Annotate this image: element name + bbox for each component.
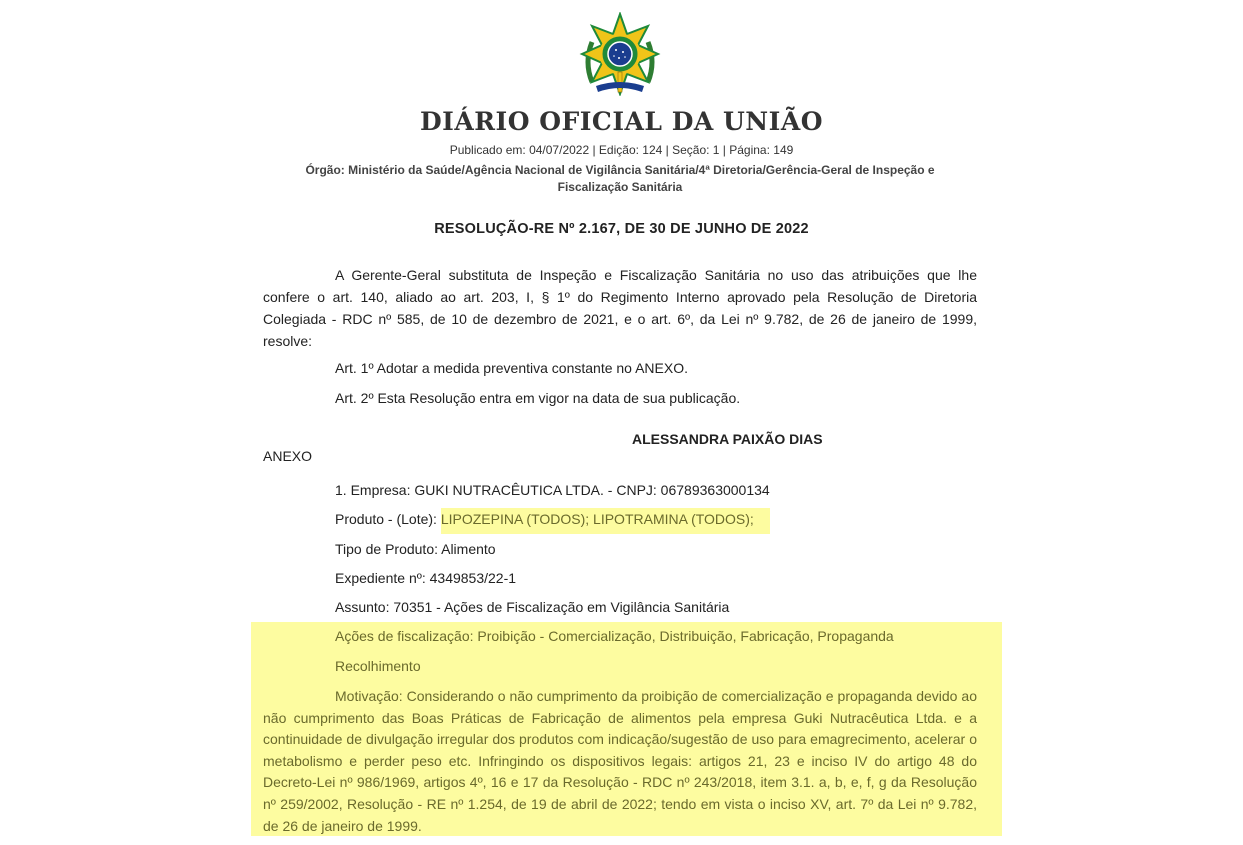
- orgao-text: Ministério da Saúde/Agência Nacional de Vigilância Sanitária/4ª Diretoria/Gerência-Geral de Inspeção e Fiscalização Sanitária: [348, 163, 935, 194]
- product-type-line: Tipo de Produto: Alimento: [335, 541, 496, 557]
- product-line: [335, 511, 754, 527]
- product-value: LIPOZEPINA (TODOS); LIPOTRAMINA (TODOS);: [440, 511, 754, 527]
- assunto-line: Assunto: 70351 - Ações de Fiscalização em Vigilância Sanitária: [335, 599, 730, 615]
- orgao-label: Órgão:: [305, 163, 345, 177]
- product-label: Produto - (Lote):: [335, 511, 437, 527]
- article-2: Art. 2º Esta Resolução entra em vigor na data de sua publicação.: [335, 390, 741, 406]
- coat-of-arms-icon: [578, 12, 662, 96]
- expediente-line: Expediente nº: 4349853/22-1: [335, 570, 517, 586]
- resolution-title: RESOLUÇÃO-RE Nº 2.167, DE 30 DE JUNHO DE 2022: [434, 221, 809, 237]
- company-line: 1. Empresa: GUKI NUTRACÊUTICA LTDA. - CNPJ: 06789363000134: [335, 482, 770, 498]
- motivation-paragraph: Motivação: Considerando o não cumprimento da proibição de comercialização e propaganda devido ao não cumprimento das Boas Práticas de Fabricação de alimentos pela empresa Guki Nutracêutica Ltda. e a continuidade de divulgação irregular dos produtos com indicação/sugestão de uso para emagrecimento, acelerar o metabolismo e perder peso etc. Infringindo os dispositivos legais: artigos 21, 23 e inciso IV do artigo 48 do Decreto-Lei nº 986/1969, artigos 4º, 16 e 17 da Resolução - RDC nº 243/2018, item 3.1. a, b, e, f, g da Resolução nº 259/2002, Resolução - RE nº 1.254, de 19 de abril de 2022; tendo em vista o inciso XV, art. 7º da Lei nº 9.782, de 26 de janeiro de 1999.: [263, 688, 977, 834]
- enforcement-actions-line: Ações de fiscalização: Proibição - Comercialização, Distribuição, Fabricação, Propaganda: [335, 628, 894, 644]
- article-1: Art. 1º Adotar a medida preventiva constante no ANEXO.: [335, 360, 688, 376]
- issuing-organ: [270, 162, 970, 196]
- preamble-paragraph: A Gerente-Geral substituta de Inspeção e Fiscalização Sanitária no uso das atribuições que lhe confere o art. 140, aliado ao art. 203, I, § 1º do Regimento Interno aprovado pela Resolução de Diretoria Colegiada - RDC nº 585, de 10 de dezembro de 2021, e o art. 6º, da Lei nº 9.782, de 26 de janeiro de 1999, resolve:: [263, 267, 977, 349]
- publication-meta: Publicado em: 04/07/2022 | Edição: 124 | Seção: 1 | Página: 149: [449, 143, 794, 157]
- signer-name: ALESSANDRA PAIXÃO DIAS: [632, 431, 823, 447]
- recall-line: Recolhimento: [335, 658, 421, 674]
- annex-heading: ANEXO: [263, 448, 313, 464]
- gazette-title: DIÁRIO OFICIAL DA UNIÃO: [419, 107, 824, 136]
